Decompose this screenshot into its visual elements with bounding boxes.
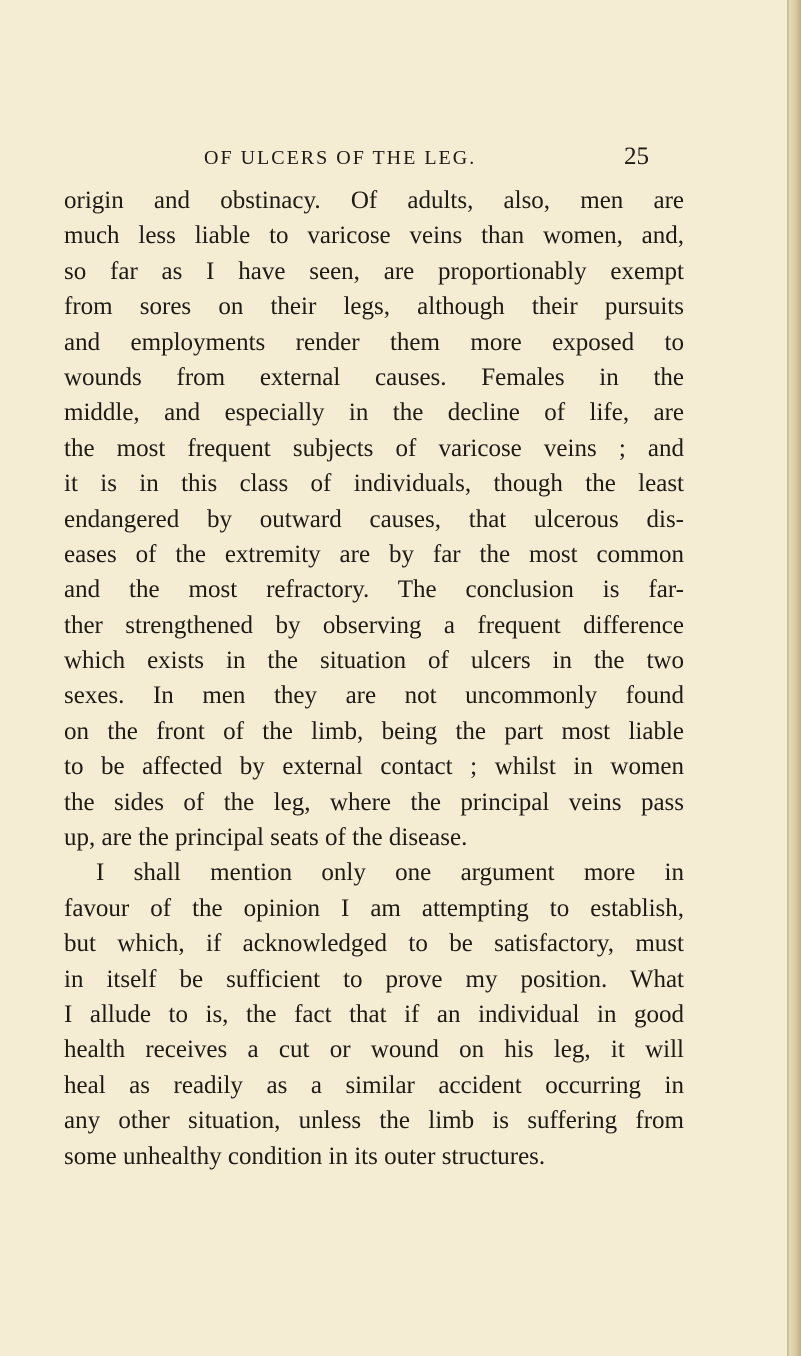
text-line: origin and obstinacy. Of adults, also, men are [64,187,684,214]
running-title: OF ULCERS OF THE LEG. [204,147,477,169]
text-line: from sores on their legs, although their pursuits [64,293,684,321]
text-line: on the front of the limb, being the part most liable [64,717,684,745]
text-line: heal as readily as a similar accident occurring in [64,1071,684,1099]
running-head [64,143,664,177]
text-line: favour of the opinion I am attempting to establish, [64,894,684,922]
text-line: eases of the extremity are by far the most common [64,540,684,568]
text-line: wounds from external causes. Females in the [64,363,684,391]
text-line: which exists in the situation of ulcers in the two [64,647,684,675]
text-line: and the most refractory. The conclusion is far- [64,576,684,604]
text-line: any other situation, unless the limb is suffering from [64,1107,684,1135]
text-line: and employments render them more exposed to [64,328,684,356]
text-line: sexes. In men they are not uncommonly found [64,682,684,710]
text-line: much less liable to varicose veins than women, and, [64,222,684,250]
text-line: up, are the principal seats of the disease. [64,824,468,852]
text-line: but which, if acknowledged to be satisfactory, must [64,930,684,958]
text-line: middle, and especially in the decline of life, are [64,399,684,427]
page-number: 25 [624,143,649,170]
text-line: health receives a cut or wound on his leg, it will [64,1036,684,1064]
text-line: some unhealthy condition in its outer structures. [64,1142,546,1170]
text-line: so far as I have seen, are proportionably exempt [64,257,684,285]
page-edge [787,0,801,1356]
text-line: it is in this class of individuals, though the least [64,470,684,498]
text-line: in itself be sufficient to prove my position. What [64,965,684,993]
text-line: ther strengthened by observing a frequent difference [64,611,684,639]
body-text [64,183,684,1174]
text-line: to be affected by external contact ; whilst in women [64,753,684,781]
text-line: the sides of the leg, where the principal veins pass [64,788,684,816]
text-line: endangered by outward causes, that ulcerous dis- [64,505,684,533]
paragraph-first-line: I shall mention only one argument more in [96,859,684,887]
text-line: I allude to is, the fact that if an individual in good [64,1000,684,1028]
text-line: the most frequent subjects of varicose veins ; and [64,434,684,462]
